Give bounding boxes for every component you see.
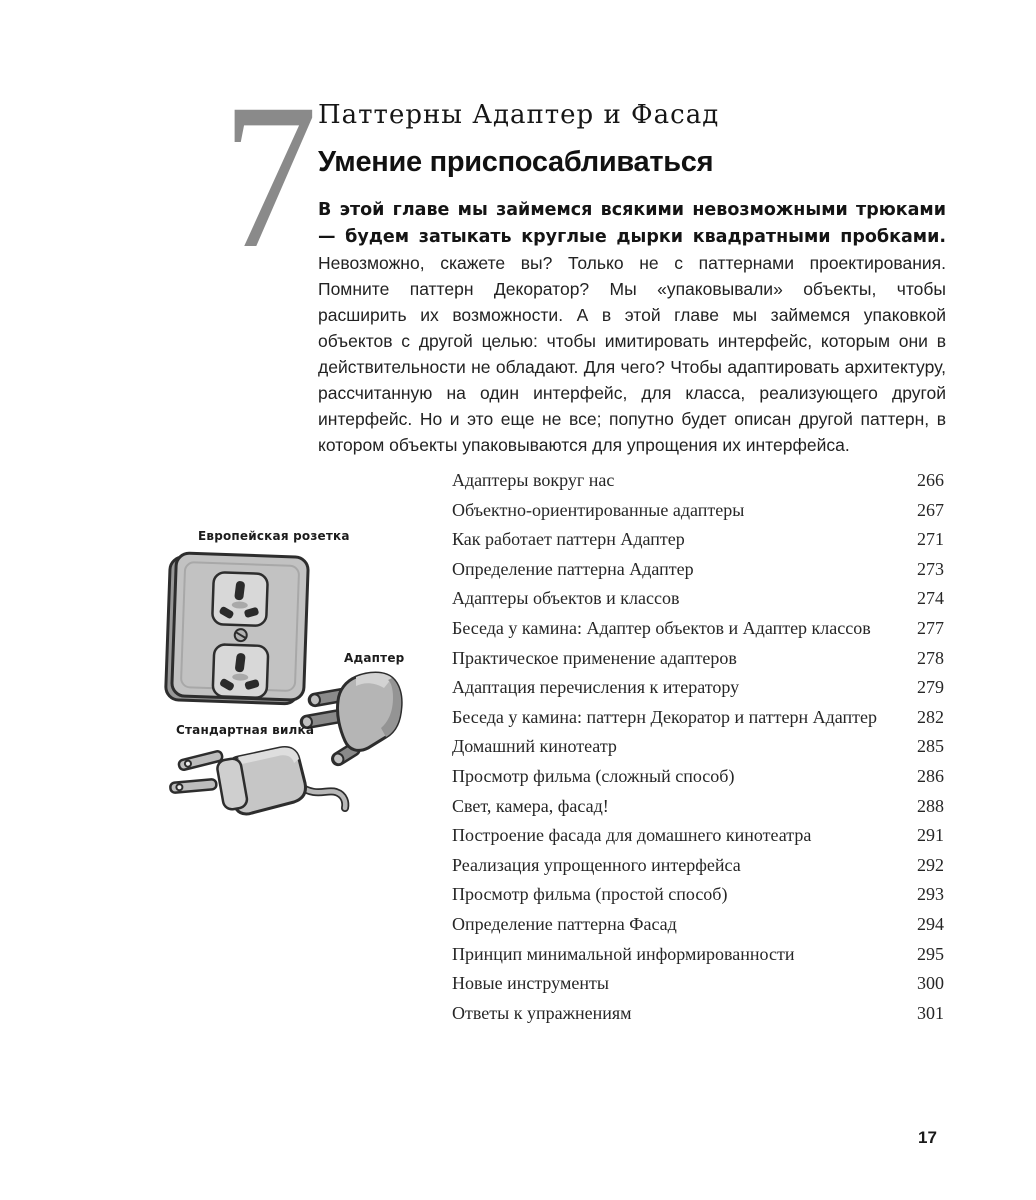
toc-entry-page: 293 bbox=[917, 884, 944, 905]
toc-entry-title: Просмотр фильма (сложный способ) bbox=[452, 765, 735, 786]
toc-row bbox=[452, 856, 944, 874]
toc-entry-title: Как работает паттерн Адаптер bbox=[452, 529, 685, 550]
toc-row bbox=[452, 915, 944, 933]
chapter-kicker: Паттерны Адаптер и Фасад bbox=[318, 100, 720, 130]
toc-entry-page: 278 bbox=[917, 647, 944, 668]
toc-row bbox=[452, 471, 944, 489]
page-number: 17 bbox=[918, 1128, 937, 1147]
toc-row bbox=[452, 945, 944, 963]
toc-entry-title: Практическое применение адаптеров bbox=[452, 647, 737, 668]
toc-row bbox=[452, 678, 944, 696]
toc-entry-title: Беседа у камина: паттерн Декоратор и паттерн Адаптер bbox=[452, 706, 878, 727]
toc-row bbox=[452, 885, 944, 903]
toc-row bbox=[452, 826, 944, 844]
toc-entry-page: 292 bbox=[917, 854, 944, 875]
toc-row bbox=[452, 589, 944, 607]
adapter-label: Адаптер bbox=[344, 651, 405, 665]
adapter-plug-drawing bbox=[300, 673, 401, 767]
toc-entry-title: Адаптация перечисления к итератору bbox=[452, 677, 740, 698]
toc-entry-page: 267 bbox=[917, 499, 944, 520]
toc-entry-title: Просмотр фильма (простой способ) bbox=[452, 884, 728, 905]
toc-row bbox=[452, 1004, 944, 1022]
toc-row bbox=[452, 708, 944, 726]
toc-entry-page: 291 bbox=[917, 825, 944, 846]
chapter-intro-rest: Невозможно, скажете вы? Только не с паттернами проектирования. Помните паттерн Декоратор? Мы «упаковывали» объекты, чтобы расширить их возможности. А в этой главе мы займемся упаковкой объектов с другой целью: чтобы имитировать интерфейс, которым они в действительности не обладают. Для чего? Чтобы адаптировать архитектуру, рассчитанную на один интерфейс, для класса, реализующего другой интерфейс. Но и это еще не все; попутно будет описан другой паттерн, в котором объекты упаковываются для упрощения их интерфейса. bbox=[318, 253, 946, 455]
toc-entry-title: Объектно-ориентированные адаптеры bbox=[452, 499, 745, 520]
toc-entry-page: 285 bbox=[917, 736, 944, 757]
chapter-title: Умение приспосабливаться bbox=[318, 146, 714, 178]
socket-label: Европейская розетка bbox=[198, 529, 350, 543]
adapter-illustration bbox=[148, 525, 418, 835]
screw-icon bbox=[235, 629, 247, 641]
toc-entry-title: Новые инструменты bbox=[452, 973, 609, 994]
table-of-contents bbox=[452, 471, 944, 1033]
adapter-illustration-drawing bbox=[148, 525, 418, 835]
toc-entry-page: 266 bbox=[917, 470, 944, 490]
chapter-number: 7 bbox=[222, 61, 318, 291]
toc-row bbox=[452, 974, 944, 992]
toc-entry-page: 282 bbox=[917, 706, 944, 727]
toc-row bbox=[452, 737, 944, 755]
toc-row bbox=[452, 797, 944, 815]
toc-row bbox=[452, 501, 944, 519]
toc-entry-page: 279 bbox=[917, 677, 944, 698]
toc-entry-title: Определение паттерна Фасад bbox=[452, 913, 677, 934]
toc-entry-title: Построение фасада для домашнего кинотеатра bbox=[452, 825, 812, 846]
toc-entry-title: Определение паттерна Адаптер bbox=[452, 558, 694, 579]
toc-entry-title: Реализация упрощенного интерфейса bbox=[452, 854, 741, 875]
toc-entry-title: Свет, камера, фасад! bbox=[452, 795, 609, 816]
toc-row bbox=[452, 560, 944, 578]
toc-entry-page: 295 bbox=[917, 943, 944, 964]
toc-entry-title: Адаптеры вокруг нас bbox=[452, 470, 615, 490]
toc-entry-title: Беседа у камина: Адаптер объектов и Адаптер классов bbox=[452, 617, 871, 638]
toc-entry-page: 286 bbox=[917, 765, 944, 786]
chapter-intro bbox=[318, 196, 946, 458]
european-socket-drawing bbox=[165, 553, 308, 705]
toc-row bbox=[452, 649, 944, 667]
plug-label: Стандартная вилка bbox=[176, 723, 315, 737]
toc-entry-page: 274 bbox=[917, 588, 944, 609]
toc-entry-title: Ответы к упражнениям bbox=[452, 1002, 632, 1023]
toc-entry-title: Принцип минимальной информированности bbox=[452, 943, 795, 964]
toc-entry-page: 273 bbox=[917, 558, 944, 579]
toc-entry-page: 294 bbox=[917, 913, 944, 934]
toc-entry-page: 288 bbox=[917, 795, 944, 816]
chapter-intro-lead: В этой главе мы займемся всякими невозможными трюками — будем затыкать круглые дырки квадратными пробками. bbox=[318, 200, 946, 247]
toc-entry-page: 277 bbox=[917, 617, 944, 638]
toc-entry-title: Адаптеры объектов и классов bbox=[452, 588, 680, 609]
toc-entry-page: 300 bbox=[917, 973, 944, 994]
toc-entry-title: Домашний кинотеатр bbox=[452, 736, 617, 757]
standard-plug-drawing bbox=[170, 747, 345, 814]
toc-entry-page: 301 bbox=[917, 1002, 944, 1023]
toc-entry-page: 271 bbox=[917, 529, 944, 550]
toc-row bbox=[452, 619, 944, 637]
toc-row bbox=[452, 767, 944, 785]
toc-row bbox=[452, 530, 944, 548]
